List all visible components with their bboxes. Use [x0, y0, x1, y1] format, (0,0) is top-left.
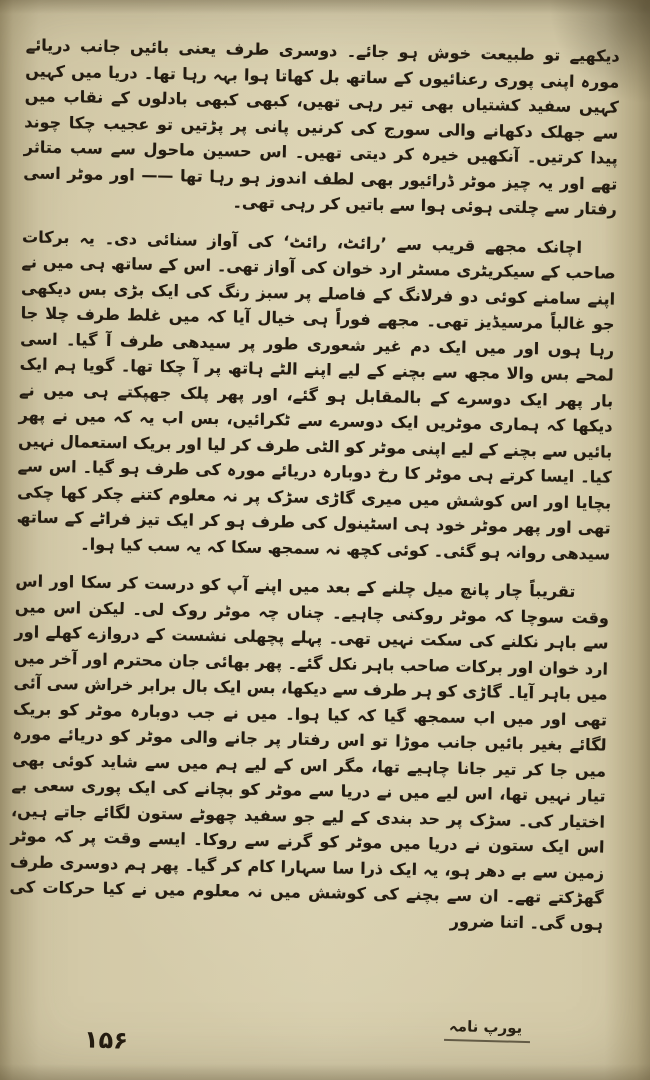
page-edge-shadow-top — [0, 0, 650, 14]
footer-rule — [444, 1039, 530, 1043]
book-title-footer: یورپ نامہ — [448, 1017, 523, 1037]
page-edge-shadow-bottom — [0, 1064, 650, 1080]
paragraph: اچانک مجھے قریب سے ’رائٹ، رائٹ‘ کی آواز سنائی دی۔ یہ برکات صاحب کے سیکریٹری مسٹر ارد خوان کی آواز تھی۔ اس کے ساتھ ہی میں نے اپنے سامنے کوئی دو فرلانگ کے فاصلے پر سبز رنگ کی ایک بڑی بس دیکھی جو غالباً مرسیڈیز تھی۔ مجھے فوراً ہی خیال آیا کہ میں غلط طرف چلا جا رہا ہوں اور میں ایک دم غیر شعوری طور پر سیدھی طرف آ گیا۔ اسی لمحے بس والا مجھ سے بچنے کے لیے اپنے الٹے ہاتھ پر آ چکا تھا۔ گویا ہم ایک بار پھر ایک دوسرے کے بالمقابل ہو گئے، اور پھر پلک جھپکتے ہی میں نے دیکھا کہ ہماری موٹریں ایک دوسرے سے ٹکرائیں، بس اب یہ کہ میں نے پھر بائیں سے بچنے کے لیے اپنی موٹر کو الٹی طرف کر لیا اور بریک استعمال نہیں کیا۔ ایسا کرتے ہی موٹر کا رخ دوبارہ دریائے مورہ کی طرف ہو گیا۔ اس سے بچایا اور اس کوشش میں میری گاڑی سڑک پر نہ معلوم کتنے چکر کھا چکی تھی اور پھر موٹر خود ہی اسٹینول کی طرف ہو کر ایک تیز فراٹے کے ساتھ سیدھی روانہ ہو گئی۔ کوئی کچھ نہ سمجھ سکا کہ یہ سب کیا ہوا۔ — [16, 226, 616, 564]
text-block — [9, 32, 620, 949]
paragraph: تقریباً چار پانچ میل چلنے کے بعد میں اپنے آپ کو درست کر سکا اور اس وقت سوچا کہ موٹر روکنی چاہیے۔ چناں چہ موٹر روک لی۔ لیکن اس میں سے باہر نکلنے کی سکت نہیں تھی۔ پہلے پچھلی نشست کے دروازے کھلے اور ارد خوان اور برکات صاحب باہر نکل گئے۔ پھر بھائی جان محترم اور آخر میں میں باہر آیا۔ گاڑی کو ہر طرف سے دیکھا، بس ایک بال برابر خراش سی آئی تھی اور میں اب سمجھ گیا کہ کیا ہوا۔ میں نے جب دوبارہ موٹر کو بریک لگائے بغیر بائیں جانب موڑا تو اس رفتار پر جانے والی موٹر کو دریائے مورہ میں جا کر تیر جانا چاہیے تھا، مگر اس کے لیے ہم میں سے شاید کوئی بھی تیار نہیں تھا، اس لیے میں نے دریا سے موٹر کو بچانے کی ایک پوری سعی بے اختیار کی۔ سڑک پر حد بندی کے لیے جو سفید چھوٹے ستون لگائے جاتے ہیں، اس ایک ستون نے دریا میں موٹر کو گرنے سے روکا۔ ایسے وقت پر کہ موٹر زمین سے بے دھر ہو، یہ ایک ذرا سا سہارا کام کر گیا۔ پھر ہم دوسری طرف گھڑکتے تھے۔ ان سے بچنے کی کوشش میں نہ معلوم میں نے کیا حرکات کی ہوں گی۔ اتنا ضرور — [9, 571, 610, 934]
paragraph: دیکھیے تو طبیعت خوش ہو جائے۔ دوسری طرف یعنی بائیں جانب دریائے مورہ اپنی پوری رعنائیوں کے ساتھ بل کھاتا ہوا بہہ رہا تھا۔ دریا میں کہیں کہیں سفید کشتیاں بھی تیر رہی تھیں، کبھی کبھی بادلوں کے نقاب میں سے جھلک دکھانے والی سورج کی کرنیں پانی پر پڑتیں تو عجیب چکا چوند پیدا کرتیں۔ آنکھیں خیرہ کر دیتی تھیں۔ اس حسین ماحول سے سب متاثر تھے اور یہ چیز موٹر ڈرائیور بھی لطف اندوز ہو رہا تھا —— اور موٹر اسی رفتار سے چلتی ہوئی ہوا سے باتیں کر رہی تھی۔ — [23, 35, 620, 219]
page-number: ۱۵۶ — [83, 1025, 129, 1055]
